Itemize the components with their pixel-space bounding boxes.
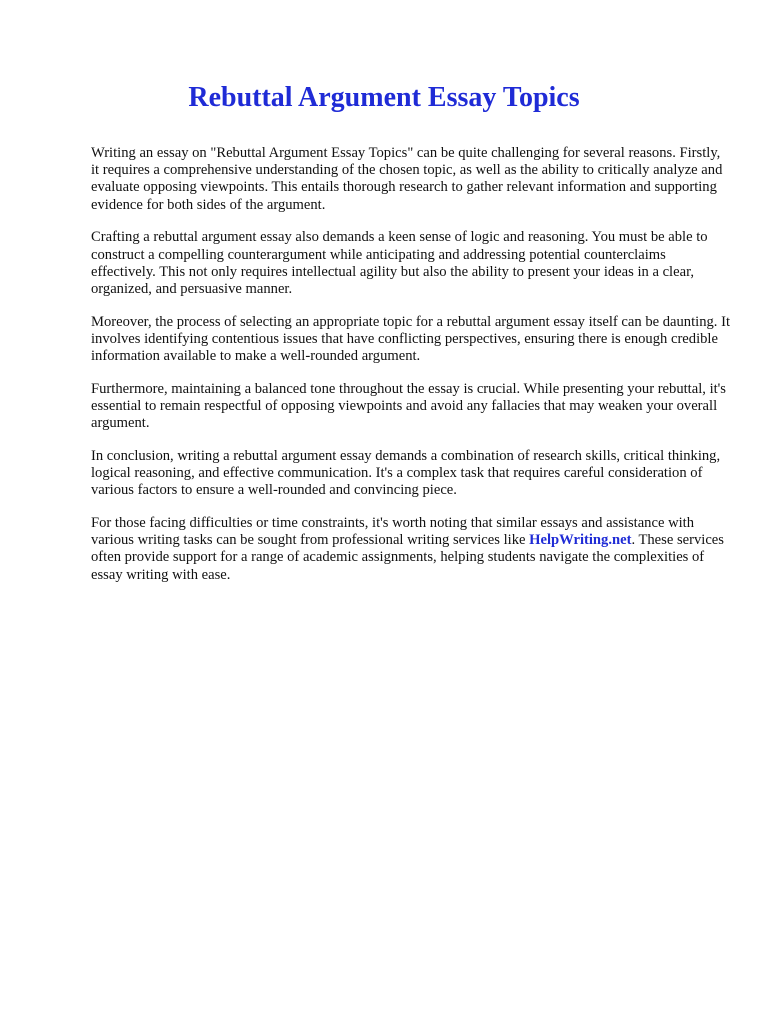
paragraph-4: Furthermore, maintaining a balanced tone throughout the essay is crucial. While presenting your rebuttal, it's essential to remain respectful of opposing viewpoints and avoid any fallacies that may weaken your overall argument. [91,380,726,432]
paragraph-6-text-before-link: For those facing difficulties or time constraints, it's worth noting that similar essays and assistance with various writing tasks can be sought from professional writing services like [91,514,695,549]
paragraph-6 [91,515,731,584]
paragraph-1: Writing an essay on "Rebuttal Argument Essay Topics" can be quite challenging for several reasons. Firstly, it requires a comprehensive understanding of the chosen topic, as well as the ability to critically analyze and evaluate opposing viewpoints. This entails thorough research to gather relevant information and supporting evidence for both sides of the argument. [91,145,723,213]
paragraph-3: Moreover, the process of selecting an appropriate topic for a rebuttal argument essay itself can be daunting. It involves identifying contentious issues that have conflicting perspectives, ensuring there is enough credible information available to make a well-rounded argument. [91,313,731,365]
helpwriting-link[interactable]: HelpWriting.net [529,532,632,549]
paragraph-2: Crafting a rebuttal argument essay also demands a keen sense of logic and reasoning. You must be able to construct a compelling counterargument while anticipating and addressing potential counterclaims effectively. This not only requires intellectual agility but also the ability to present your ideas in a clear, organized, and persuasive manner. [91,229,708,297]
page-title: Rebuttal Argument Essay Topics [188,82,580,113]
paragraph-5: In conclusion, writing a rebuttal argument essay demands a combination of research skills, critical thinking, logical reasoning, and effective communication. It's a complex task that requires careful consideration of various factors to ensure a well-rounded and convincing piece. [91,447,721,499]
document-body [91,145,731,599]
paragraph-6-text-after-link: . These services often provide support for a range of academic assignments, helping students navigate the complexities of essay writing with ease. [91,532,724,583]
